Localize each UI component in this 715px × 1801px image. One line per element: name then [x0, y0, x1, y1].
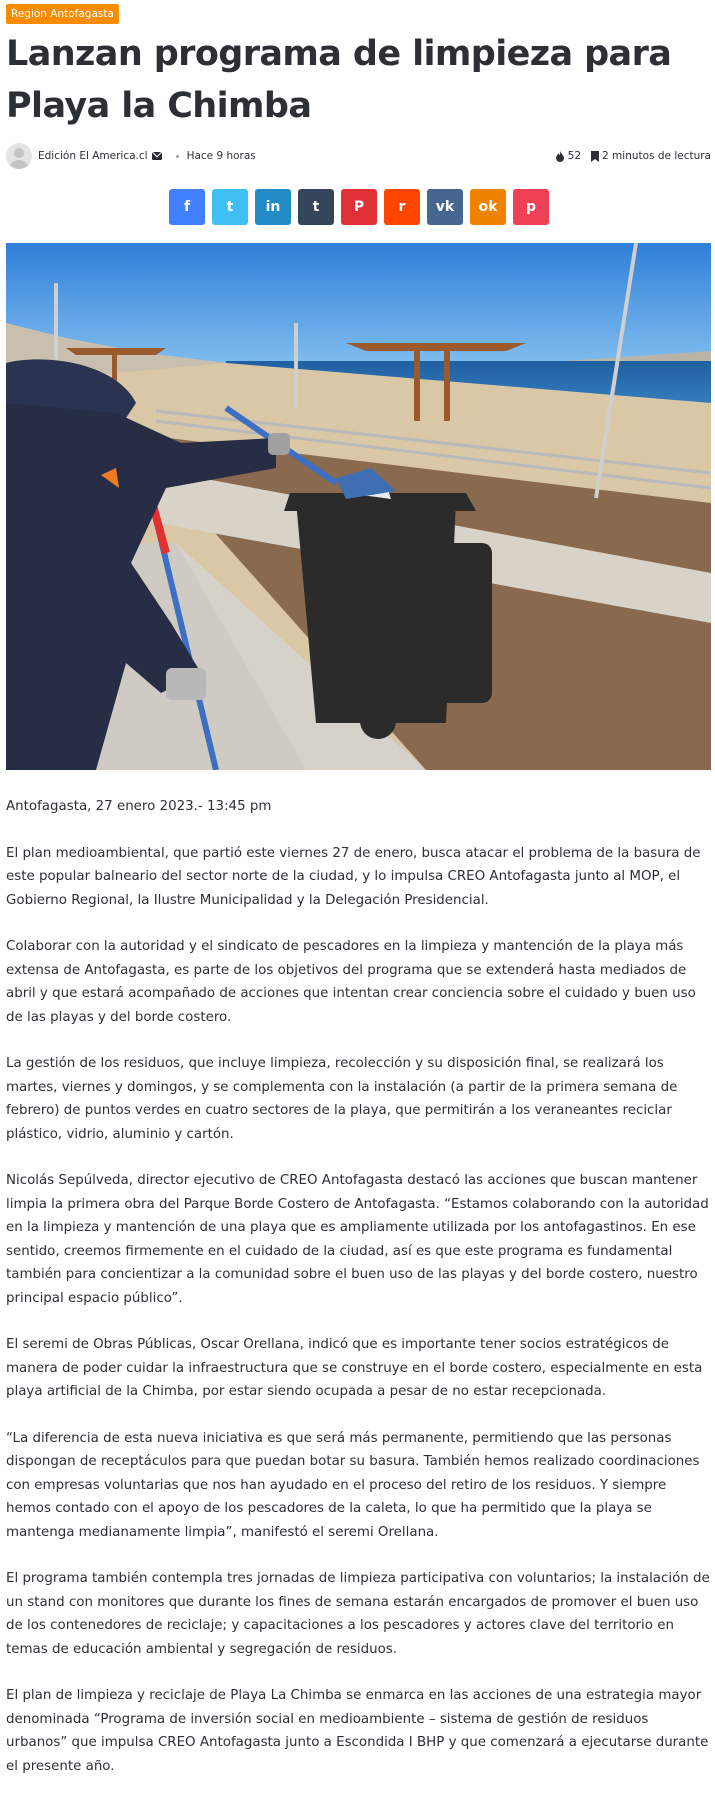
author-avatar[interactable] — [6, 143, 32, 169]
share-odnoklassniki-button[interactable] — [470, 189, 506, 225]
twitter-icon: t — [226, 199, 234, 215]
reading-time — [591, 150, 711, 162]
odnoklassniki-icon: ok — [478, 199, 498, 215]
reddit-icon: r — [398, 199, 406, 215]
publish-time: Hace 9 horas — [186, 150, 256, 162]
article-body — [6, 795, 711, 1801]
views-counter — [555, 150, 581, 162]
pocket-icon: p — [525, 199, 537, 215]
bookmark-icon — [591, 151, 599, 162]
author-name[interactable]: Edición El America.cl — [38, 150, 148, 162]
article-paragraph: El plan medioambiental, que partió este viernes 27 de enero, busca atacar el problema de la basura de este popular balneario del sector norte de la ciudad, y lo impulsa CREO Antofagasta junto al MOP, el Gobierno Regional, la Ilustre Municipalidad y la Delegación Presidencial. — [6, 845, 701, 908]
share-linkedin-button[interactable] — [255, 189, 291, 225]
article-dateline: Antofagasta, 27 enero 2023.- 13:45 pm — [6, 799, 272, 814]
article-title: Lanzan programa de limpieza para Playa la Chimba — [6, 34, 672, 126]
linkedin-icon: in — [265, 199, 281, 215]
share-reddit-button[interactable] — [384, 189, 420, 225]
article-paragraph: El seremi de Obras Públicas, Oscar Orellana, indicó que es importante tener socios estratégicos de manera de poder cuidar la infraestructura que se construye en el borde costero, especialmente en esta playa artificial de la Chimba, por estar siendo ocupada a pesar de no estar recepcionada. — [6, 1337, 703, 1399]
reading-time-label: 2 minutos de lectura — [602, 150, 711, 162]
facebook-icon: f — [183, 199, 191, 215]
article-paragraph: “La diferencia de esta nueva iniciativa es que será más permanente, permitiendo que las personas dispongan de receptáculos para que puedan botar su basura. También hemos realizado coordinaciones con empresas voluntarias que nos han ayudado en el proceso del retiro de los residuos. Y siempre hemos contado con el apoyo de los pescadores de la caleta, lo que ha permitido que la playa se mantenga medianamente limpia”, manifestó el seremi Orellana. — [6, 1430, 700, 1540]
tumblr-icon: t — [312, 199, 320, 215]
share-pinterest-button[interactable] — [341, 189, 377, 225]
article-meta — [6, 142, 711, 170]
share-vk-button[interactable] — [427, 189, 463, 225]
fire-icon — [555, 151, 565, 162]
article-paragraph: El programa también contempla tres jornadas de limpieza participativa con voluntarios; la instalación de un stand con monitores que durante los fines de semana estarán encargados de promover el buen uso de los contenedores de reciclaje; y capacitaciones a los pescadores y actores clave del territorio en temas de educación ambiental y segregación de residuos. — [6, 1571, 710, 1657]
share-pocket-button[interactable] — [513, 189, 549, 225]
share-twitter-button[interactable] — [212, 189, 248, 225]
share-buttons — [169, 189, 549, 225]
pinterest-icon: P — [353, 199, 365, 215]
vk-icon: vk — [435, 199, 455, 215]
share-facebook-button[interactable] — [169, 189, 205, 225]
separator-dot — [176, 155, 179, 158]
mail-icon[interactable] — [152, 152, 162, 160]
article-paragraph: El plan de limpieza y reciclaje de Playa La Chimba se enmarca en las acciones de una estrategia mayor denominada “Programa de inversión social en medioambiente – sistema de gestión de residuos urbanos” que impulsa CREO Antofagasta junto a Escondida I BHP y que comenzará a ejecutarse durante el presente año. — [6, 1688, 709, 1774]
views-count: 52 — [567, 150, 582, 162]
article-paragraph: Nicolás Sepúlveda, director ejecutivo de CREO Antofagasta destacó las acciones que buscan mantener limpia la primera obra del Parque Borde Costero de Antofagasta. “Estamos colaborando con la autoridad en la limpieza y mantención de una playa que es ampliamente utilizada por los antofagastinos. En ese sentido, creemos firmemente en el cuidado de la ciudad, así es que este programa es fundamental también para concientizar a la comunidad sobre el buen uso de las playas y del borde costero, nuestro principal espacio público”. — [6, 1173, 709, 1306]
share-tumblr-button[interactable] — [298, 189, 334, 225]
article-paragraph: La gestión de los residuos, que incluye limpieza, recolección y su disposición final, se realizará los martes, viernes y domingos, y se complementa con la instalación (a partir de la primera semana de febrero) de puntos verdes en cuatro sectores de la playa, que permitirán a los veraneantes reciclar plástico, vidrio, aluminio y cartón. — [6, 1056, 678, 1142]
featured-image — [6, 243, 711, 770]
category-badge[interactable]: Region Antofagasta — [6, 4, 119, 24]
article-paragraph: Colaborar con la autoridad y el sindicato de pescadores en la limpieza y mantención de la playa más extensa de Antofagasta, es parte de los objetivos del programa que se extenderá hasta mediados de abril y que estará acompañado de acciones que intentan crear conciencia sobre el cuidado y buen uso de las playas y del borde costero. — [6, 939, 696, 1025]
